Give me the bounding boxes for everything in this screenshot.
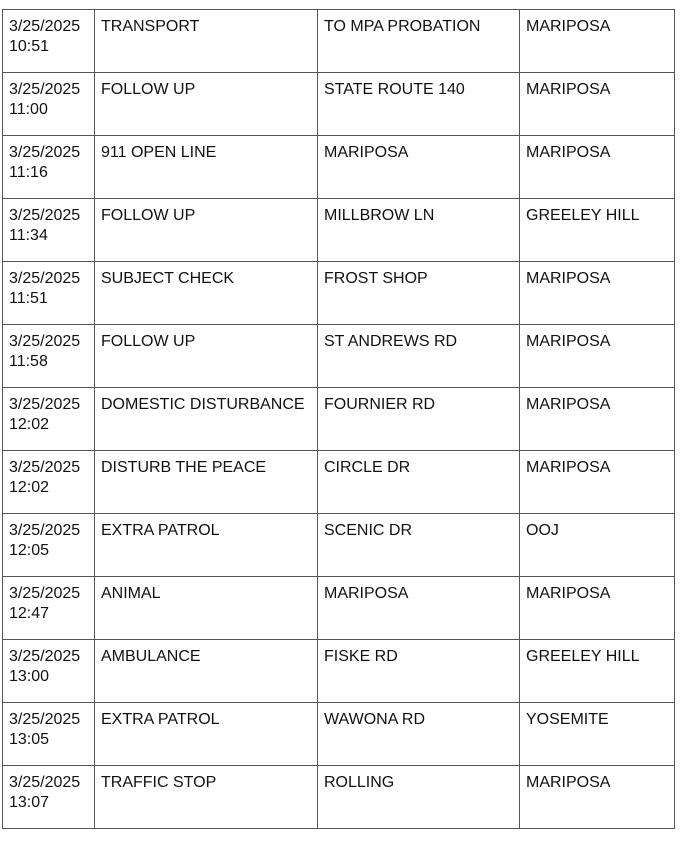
time-text: 11:34: [9, 227, 48, 244]
location-text: SCENIC DR: [324, 522, 413, 539]
location-cell: [318, 262, 520, 325]
datetime-cell: [3, 73, 95, 136]
call-type-text: AMBULANCE: [101, 648, 201, 665]
call-type-text: DISTURB THE PEACE: [101, 459, 267, 476]
call-type-cell: [95, 640, 318, 703]
call-type-cell: [95, 577, 318, 640]
call-type-text: TRAFFIC STOP: [101, 774, 217, 791]
date-text: 3/25/2025: [9, 648, 81, 665]
area-text: MARIPOSA: [526, 81, 611, 98]
time-text: 12:02: [9, 479, 50, 496]
time-text: 12:02: [9, 416, 50, 433]
area-text: GREELEY HILL: [526, 207, 640, 224]
location-text: WAWONA RD: [324, 711, 426, 728]
table-row: [3, 136, 675, 199]
call-type-text: TRANSPORT: [101, 18, 200, 35]
area-cell: [520, 325, 675, 388]
date-text: 3/25/2025: [9, 459, 81, 476]
area-text: OOJ: [526, 522, 559, 539]
location-cell: [318, 73, 520, 136]
datetime-cell: [3, 388, 95, 451]
area-cell: [520, 514, 675, 577]
time-text: 11:58: [9, 353, 48, 370]
area-cell: [520, 199, 675, 262]
call-log-table: [2, 9, 675, 829]
area-text: GREELEY HILL: [526, 648, 640, 665]
call-type-cell: [95, 766, 318, 829]
time-text: 11:16: [9, 164, 48, 181]
call-type-cell: [95, 10, 318, 73]
area-text: MARIPOSA: [526, 396, 611, 413]
location-cell: [318, 577, 520, 640]
call-type-cell: [95, 325, 318, 388]
area-text: MARIPOSA: [526, 270, 611, 287]
table-row: [3, 577, 675, 640]
location-text: TO MPA PROBATION: [324, 18, 481, 35]
location-text: ROLLING: [324, 774, 395, 791]
location-text: FOURNIER RD: [324, 396, 436, 413]
area-cell: [520, 73, 675, 136]
call-type-cell: [95, 514, 318, 577]
area-cell: [520, 136, 675, 199]
datetime-cell: [3, 577, 95, 640]
call-type-text: 911 OPEN LINE: [101, 144, 217, 161]
date-text: 3/25/2025: [9, 207, 81, 224]
area-text: MARIPOSA: [526, 774, 611, 791]
date-text: 3/25/2025: [9, 270, 81, 287]
call-log-body: [3, 10, 675, 829]
location-cell: [318, 640, 520, 703]
datetime-cell: [3, 640, 95, 703]
call-type-cell: [95, 703, 318, 766]
table-row: [3, 514, 675, 577]
area-cell: [520, 703, 675, 766]
datetime-cell: [3, 451, 95, 514]
table-row: [3, 451, 675, 514]
datetime-cell: [3, 514, 95, 577]
location-cell: [318, 388, 520, 451]
call-type-cell: [95, 73, 318, 136]
location-text: MARIPOSA: [324, 585, 409, 602]
datetime-cell: [3, 262, 95, 325]
datetime-cell: [3, 136, 95, 199]
location-text: STATE ROUTE 140: [324, 81, 465, 98]
datetime-cell: [3, 325, 95, 388]
table-row: [3, 73, 675, 136]
area-cell: [520, 262, 675, 325]
call-type-cell: [95, 262, 318, 325]
call-type-text: FOLLOW UP: [101, 207, 196, 224]
date-text: 3/25/2025: [9, 18, 81, 35]
area-cell: [520, 577, 675, 640]
call-type-text: ANIMAL: [101, 585, 161, 602]
table-row: [3, 262, 675, 325]
table-row: [3, 10, 675, 73]
call-type-text: FOLLOW UP: [101, 333, 196, 350]
location-text: FISKE RD: [324, 648, 398, 665]
location-cell: [318, 10, 520, 73]
area-cell: [520, 388, 675, 451]
time-text: 11:00: [9, 101, 48, 118]
date-text: 3/25/2025: [9, 585, 81, 602]
call-type-cell: [95, 388, 318, 451]
datetime-cell: [3, 766, 95, 829]
call-type-text: DOMESTIC DISTURBANCE: [101, 396, 305, 413]
location-cell: [318, 451, 520, 514]
date-text: 3/25/2025: [9, 774, 81, 791]
date-text: 3/25/2025: [9, 333, 81, 350]
area-cell: [520, 10, 675, 73]
location-cell: [318, 199, 520, 262]
time-text: 11:51: [9, 290, 48, 307]
datetime-cell: [3, 10, 95, 73]
date-text: 3/25/2025: [9, 711, 81, 728]
time-text: 13:07: [9, 794, 50, 811]
time-text: 12:05: [9, 542, 50, 559]
location-text: CIRCLE DR: [324, 459, 411, 476]
location-cell: [318, 514, 520, 577]
location-cell: [318, 325, 520, 388]
area-cell: [520, 451, 675, 514]
location-cell: [318, 766, 520, 829]
area-cell: [520, 640, 675, 703]
call-type-text: EXTRA PATROL: [101, 711, 220, 728]
area-text: YOSEMITE: [526, 711, 609, 728]
time-text: 13:00: [9, 668, 50, 685]
table-row: [3, 703, 675, 766]
area-text: MARIPOSA: [526, 459, 611, 476]
call-type-text: SUBJECT CHECK: [101, 270, 235, 287]
date-text: 3/25/2025: [9, 522, 81, 539]
location-text: MARIPOSA: [324, 144, 409, 161]
table-row: [3, 388, 675, 451]
location-text: MILLBROW LN: [324, 207, 435, 224]
datetime-cell: [3, 199, 95, 262]
area-text: MARIPOSA: [526, 18, 611, 35]
time-text: 12:47: [9, 605, 50, 622]
table-row: [3, 199, 675, 262]
location-cell: [318, 136, 520, 199]
location-text: FROST SHOP: [324, 270, 428, 287]
area-text: MARIPOSA: [526, 144, 611, 161]
time-text: 13:05: [9, 731, 50, 748]
call-type-cell: [95, 136, 318, 199]
area-text: MARIPOSA: [526, 333, 611, 350]
call-type-cell: [95, 199, 318, 262]
date-text: 3/25/2025: [9, 81, 81, 98]
datetime-cell: [3, 703, 95, 766]
date-text: 3/25/2025: [9, 396, 81, 413]
location-text: ST ANDREWS RD: [324, 333, 458, 350]
table-row: [3, 640, 675, 703]
area-cell: [520, 766, 675, 829]
call-type-cell: [95, 451, 318, 514]
time-text: 10:51: [9, 38, 50, 55]
date-text: 3/25/2025: [9, 144, 81, 161]
table-row: [3, 325, 675, 388]
area-text: MARIPOSA: [526, 585, 611, 602]
location-cell: [318, 703, 520, 766]
call-type-text: EXTRA PATROL: [101, 522, 220, 539]
table-row: [3, 766, 675, 829]
call-type-text: FOLLOW UP: [101, 81, 196, 98]
